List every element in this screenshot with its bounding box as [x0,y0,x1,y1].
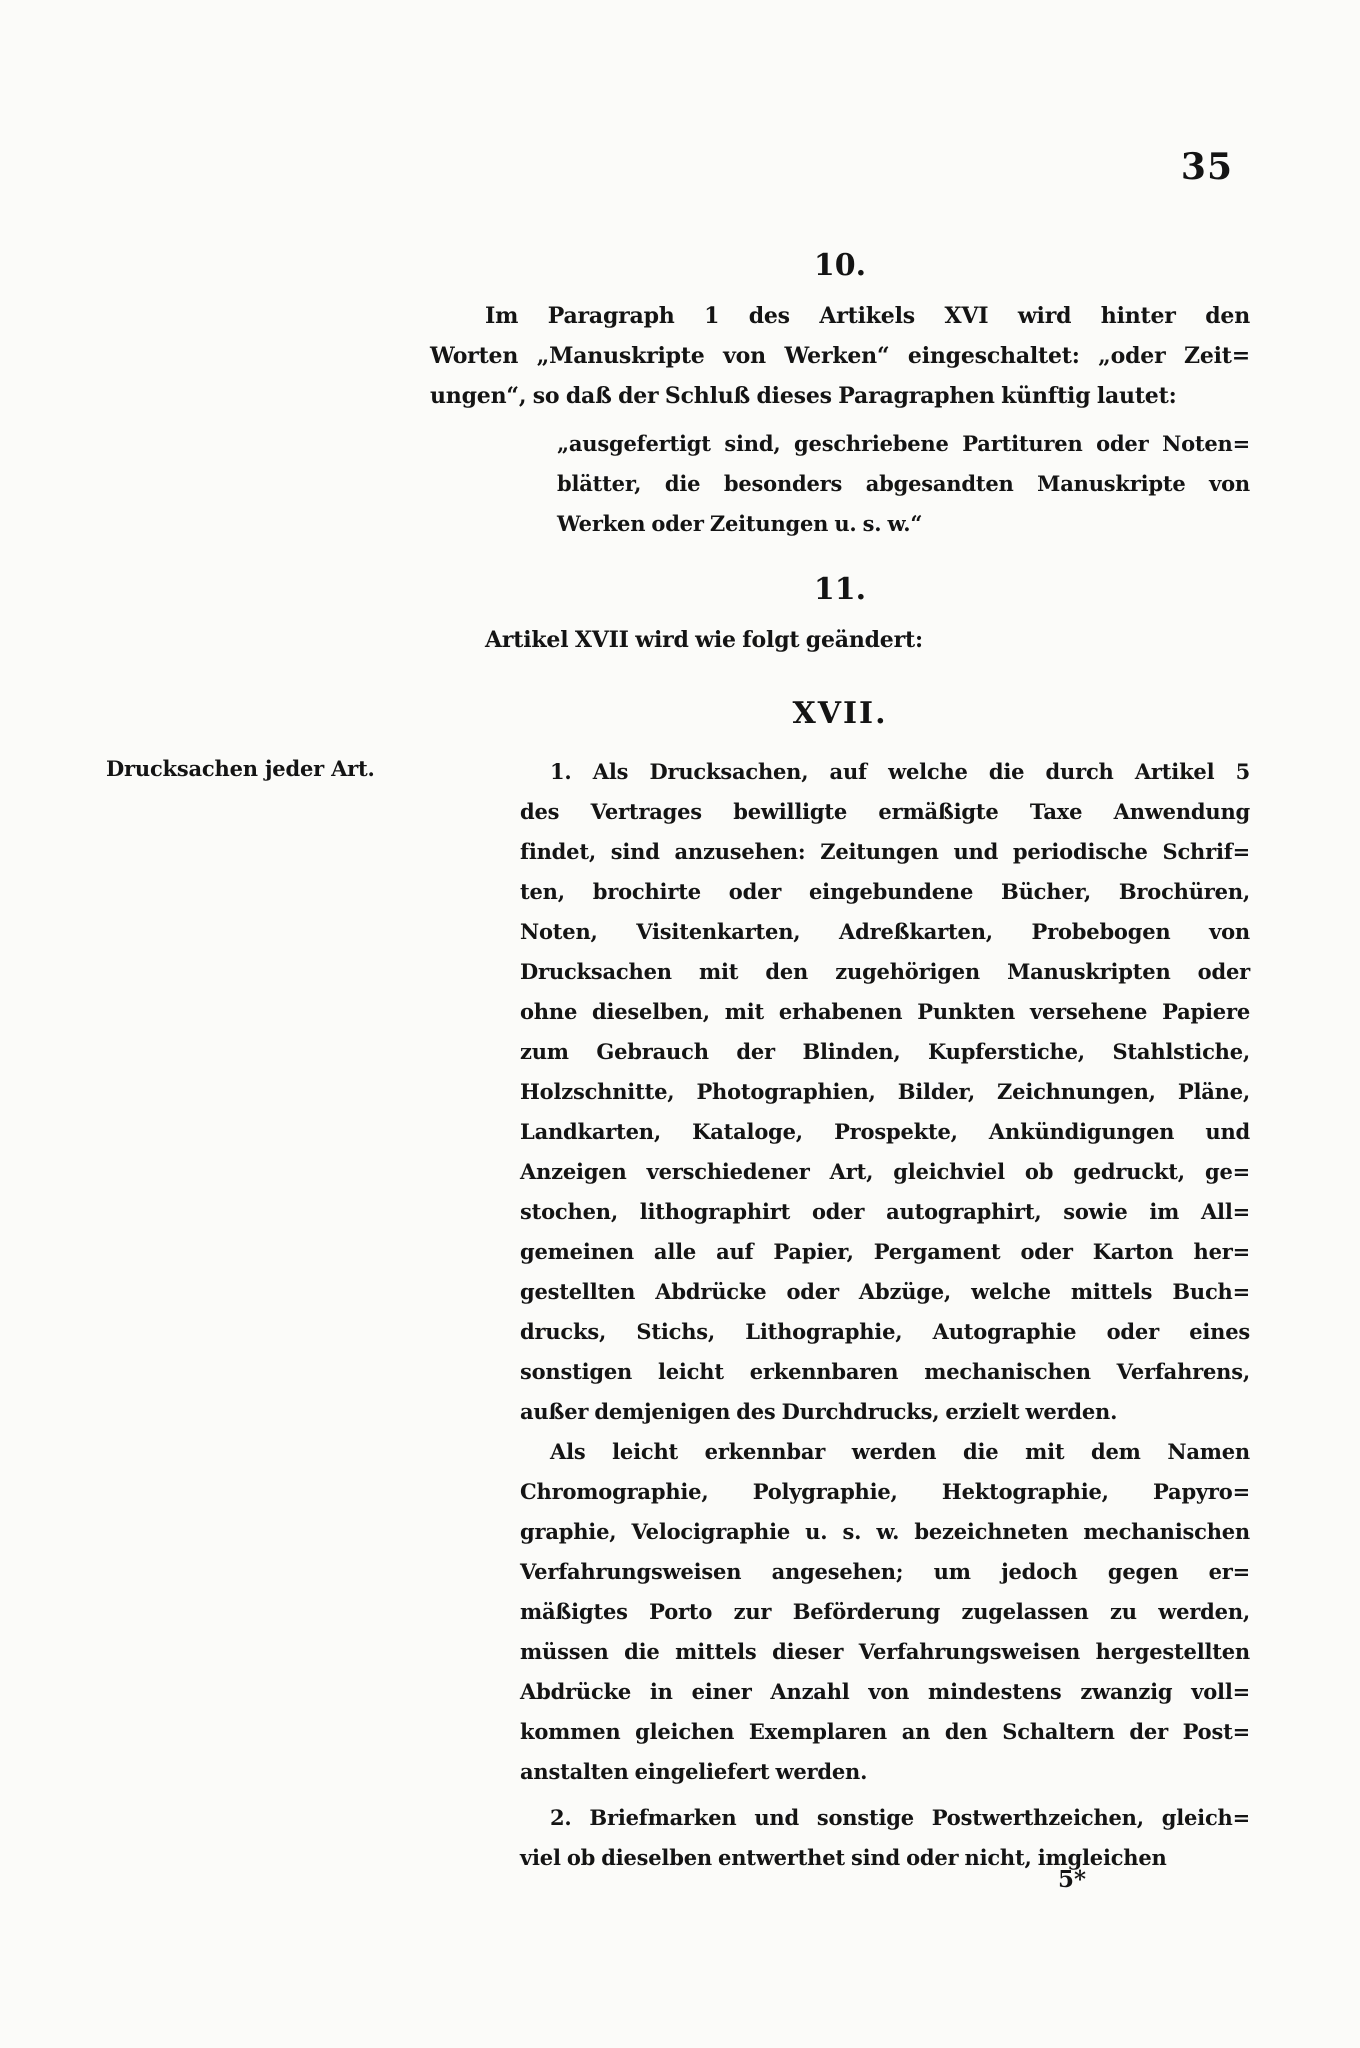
text-line: graphie, Velocigraphie u. s. w. bezeichneten mechanischen [520,1519,1250,1544]
text-line: Chromographie, Polygraphie, Hektographie, Papyro= [520,1479,1250,1504]
text-line: mäßigtes Porto zur Beförderung zugelassen zu werden, [520,1599,1250,1624]
section-10-paragraph [430,296,1250,416]
text-line: Landkarten, Kataloge, Prospekte, Ankündigungen und [520,1119,1250,1144]
text-line: Als leicht erkennbar werden die mit dem Namen [550,1439,1250,1464]
text-line: stochen, lithographirt oder autographirt, sowie im All= [520,1199,1250,1224]
text-line: ungen“, so daß der Schluß dieses Paragraphen künftig lautet: [430,383,1177,409]
text-line: sonstigen leicht erkennbaren mechanischen Verfahrens, [520,1359,1250,1384]
article-xvii-heading: XVII. [792,696,888,731]
text-line: viel ob dieselben entwerthet sind oder nicht, imgleichen [520,1845,1167,1870]
section-10-heading: 10. [813,248,867,283]
page-number: 35 [1180,146,1233,188]
text-line: Werken oder Zeitungen u. s. w.“ [557,511,923,536]
text-line: ohne dieselben, mit erhabenen Punkten versehene Papiere [520,999,1250,1024]
text-line: Verfahrungsweisen angesehen; um jedoch gegen er= [520,1559,1250,1584]
text-line: gemeinen alle auf Papier, Pergament oder Karton her= [520,1239,1250,1264]
text-line: Artikel XVII wird wie folgt geändert: [485,627,923,653]
text-line: Noten, Visitenkarten, Adreßkarten, Probebogen von [520,919,1250,944]
text-line: Abdrücke in einer Anzahl von mindestens zwanzig voll= [520,1679,1250,1704]
article-xvii-paragraph-3 [520,1798,1250,1878]
text-line: 1. Als Drucksachen, auf welche die durch Artikel 5 [550,759,1250,784]
text-line: drucks, Stichs, Lithographie, Autographie oder eines [520,1319,1250,1344]
section-11-heading: 11. [813,572,867,607]
text-line: Worten „Manuskripte von Werken“ eingeschaltet: „oder Zeit= [430,343,1250,369]
text-line: des Vertrages bewilligte ermäßigte Taxe Anwendung [520,799,1250,824]
text-line: kommen gleichen Exemplaren an den Schaltern der Post= [520,1719,1250,1744]
text-line: findet, sind anzusehen: Zeitungen und periodische Schrif= [520,839,1250,864]
article-xvii-paragraph-2 [520,1432,1250,1792]
text-line: Anzeigen verschiedener Art, gleichviel ob gedruckt, ge= [520,1159,1250,1184]
text-line: blätter, die besonders abgesandten Manuskripte von [557,471,1250,496]
text-line: ten, brochirte oder eingebundene Bücher, Brochüren, [520,879,1250,904]
text-line: Holzschnitte, Photographien, Bilder, Zeichnungen, Pläne, [520,1079,1250,1104]
text-line: Im Paragraph 1 des Artikels XVI wird hinter den [485,303,1250,329]
signature-mark: 5* [1058,1866,1087,1893]
text-line: anstalten eingeliefert werden. [520,1759,868,1784]
margin-note: Drucksachen jeder Art. [106,756,375,781]
text-line: außer demjenigen des Durchdrucks, erzielt werden. [520,1399,1118,1424]
text-line: 2. Briefmarken und sonstige Postwerthzeichen, gleich= [550,1805,1250,1830]
text-line: zum Gebrauch der Blinden, Kupferstiche, Stahlstiche, [520,1039,1250,1064]
text-line: „ausgefertigt sind, geschriebene Partituren oder Noten= [557,431,1250,456]
section-10-quote-block [557,424,1250,544]
text-line: gestellten Abdrücke oder Abzüge, welche mittels Buch= [520,1279,1250,1304]
section-11-intro [430,620,1250,660]
text-line: müssen die mittels dieser Verfahrungsweisen hergestellten [520,1639,1250,1664]
article-xvii-paragraph-1 [520,752,1250,1432]
text-line: Drucksachen mit den zugehörigen Manuskripten oder [520,959,1250,984]
